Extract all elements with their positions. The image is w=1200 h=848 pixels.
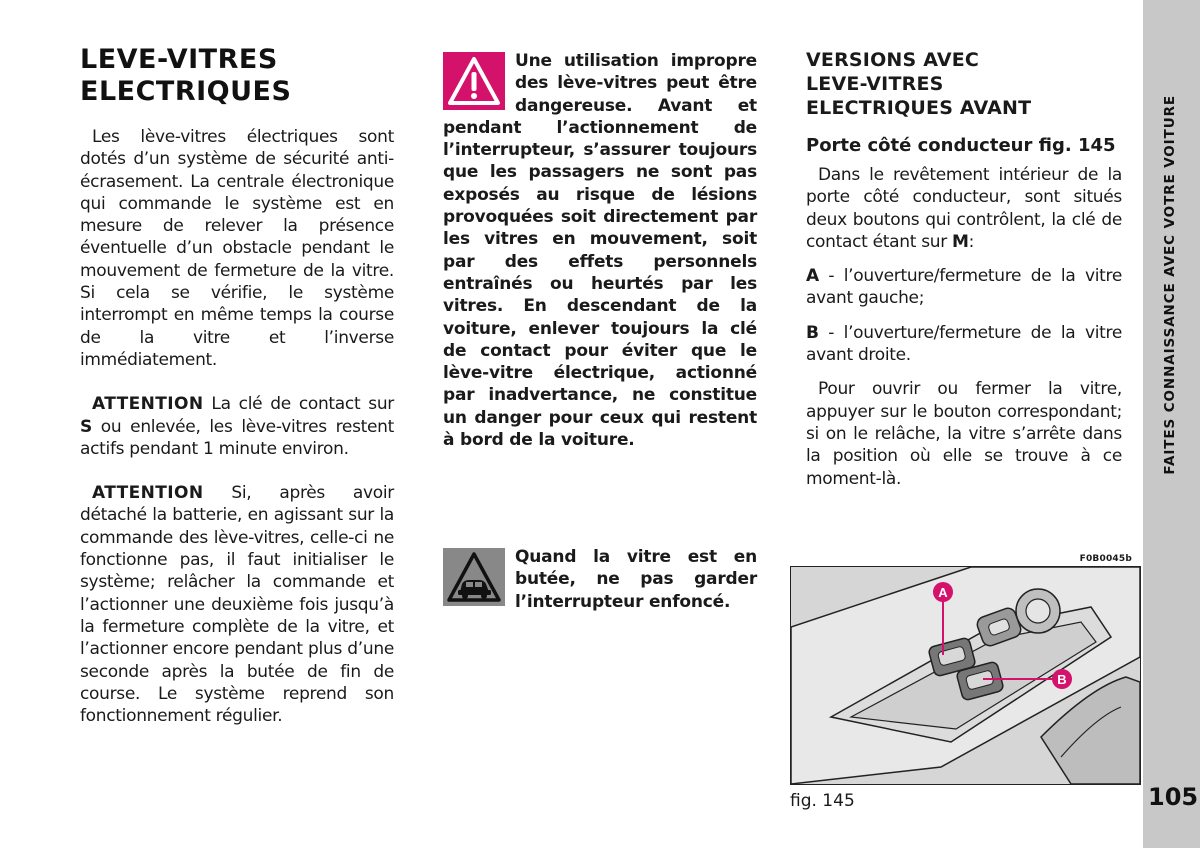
attention-keyword: ATTENTION <box>92 394 204 415</box>
key-position-m: M <box>952 231 969 252</box>
item-b <box>806 322 1122 367</box>
section-title-line: VERSIONS AVEC <box>806 49 980 71</box>
item-text: - l’ouverture/fermeture de la vitre avant gauche; <box>806 266 1122 309</box>
item-a <box>806 265 1122 310</box>
danger-triangle-icon <box>443 52 505 110</box>
column-1 <box>80 44 394 749</box>
column-2 <box>443 50 757 451</box>
section-title-line: LEVE-VITRES <box>806 73 944 95</box>
car-warning-text: Quand la vitre est en butée, ne pas garder l’interrupteur enfoncé. <box>515 547 757 612</box>
intro-text: Dans le revêtement intérieur de la porte côté conducteur, sont situés deux boutons qui contrôlent, la clé de contact étant sur <box>806 165 1122 252</box>
window-switch-illustration <box>791 567 1140 784</box>
callout-b-label: B <box>1057 672 1067 687</box>
intro-text: : <box>968 231 975 252</box>
chapter-title <box>1150 45 1190 525</box>
page-title <box>80 44 394 108</box>
attention-note-2 <box>80 482 394 727</box>
attention-text: La clé de contact sur <box>203 394 394 415</box>
car-warning <box>443 546 757 613</box>
title-line-1: LEVE-VITRES <box>80 44 278 75</box>
car-warning-icon <box>443 548 505 606</box>
column-3 <box>806 48 1122 502</box>
callout-a-label: A <box>938 585 948 600</box>
attention-note-1 <box>80 393 394 460</box>
danger-warning <box>443 50 757 451</box>
section-title <box>806 48 1122 120</box>
subsection-title: Porte côté conducteur fig. 145 <box>806 135 1116 156</box>
attention-text: ou enlevée, les lève-vitres restent actifs pendant 1 minute environ. <box>80 416 394 459</box>
chapter-title-text: FAITES CONNAISSANCE AVEC VOTRE VOITURE <box>1162 95 1178 475</box>
attention-keyword: ATTENTION <box>92 483 204 504</box>
figure-code: F0B0045b <box>1079 554 1132 564</box>
figure-window-switch <box>790 566 1141 785</box>
figure-caption: fig. 145 <box>790 791 855 811</box>
key-position-s: S <box>80 416 92 437</box>
item-text: - l’ouverture/fermeture de la vitre avant droite. <box>806 322 1122 366</box>
page-number: 105 <box>1148 783 1199 811</box>
attention-text: Si, après avoir détaché la batterie, en agissant sur la commande des lève-vitres, celle-ci ne fonctionne pas, il faut initialiser le système; relâcher la commande et l’actionner une deuxième fois jusqu’à la fermeture complète de la vitre, et l’actionner encore pendant plus d’une seconde après la butée de fin de course. Le système reprend son fonctionnement régulier. <box>80 483 394 727</box>
intro-paragraph: Les lève-vitres électriques sont dotés d’un système de sécurité anti-écrasement. La centrale électronique qui commande le système est en mesure de relever la présence éventuelle d’un obstacle pendant le mouvement de fermeture de la vitre. Si cela se vérifie, le système interrompt en même temps la course de la vitre et l’inverse immédiatement. <box>80 127 394 370</box>
title-line-2: ELECTRIQUES <box>80 76 292 107</box>
danger-warning-text: Une utilisation impropre des lève-vitres peut être dangereuse. Avant et pendant l’actionnement de l’interrupteur, s’assurer toujours que les passagers ne sont pas exposés au risque de lésions provoquées soit directement par les vitres en mouvement, soit par des effets personnels entraînés ou heurtés par les vitres. En descendant de la voiture, enlever toujours la clé de contact pour éviter que le lève-vitre électrique, actionné par inadvertance, ne constitue un danger pour ceux qui restent à bord de la voiture. <box>443 51 757 451</box>
item-key: B <box>806 322 819 343</box>
intro-paragraph <box>806 164 1122 253</box>
item-key: A <box>806 266 819 287</box>
closing-paragraph: Pour ouvrir ou fermer la vitre, appuyer sur le bouton correspondant; si on le relâche, la vitre s’arrête dans la position où elle se trouve à ce moment-là. <box>806 379 1122 489</box>
section-title-line: ELECTRIQUES AVANT <box>806 97 1032 119</box>
